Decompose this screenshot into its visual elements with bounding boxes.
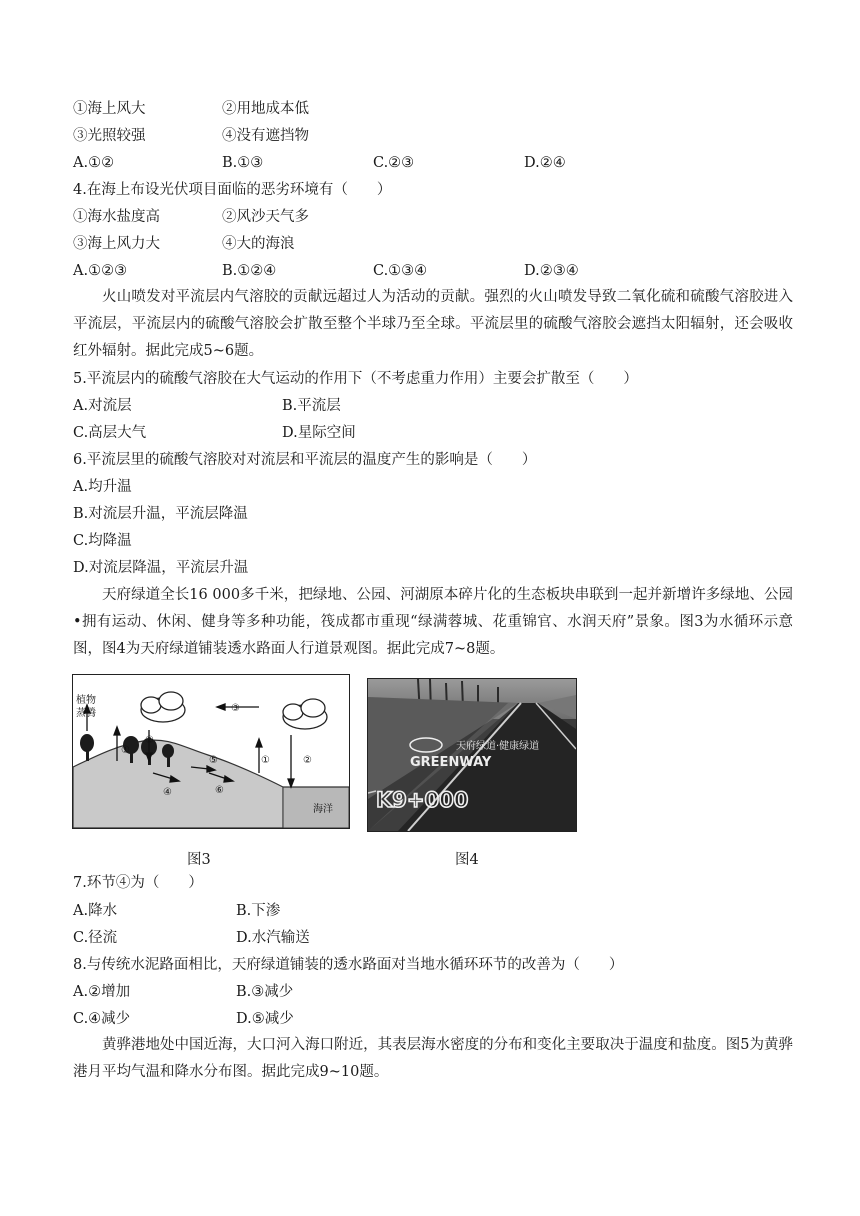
- q4-option-2: ②风沙天气多: [222, 209, 309, 225]
- label-n3: ③: [231, 703, 240, 714]
- figure-4-caption: 图4: [455, 852, 479, 868]
- q5-choice-b: B.平流层: [282, 398, 341, 414]
- q3-choice-c: C.②③: [373, 155, 415, 171]
- label-n1-land: ①: [121, 745, 130, 756]
- passage-volcano: 火山喷发对平流层内气溶胶的贡献远超过人为活动的贡献。强烈的火山喷发导致二氧化硫和硫酸气溶胶进入平流层，平流层内的硫酸气溶胶会扩散至整个半球乃至全球。平流层里的硫酸气溶胶会遮挡太阳辐射，还会吸收红外辐射。据此完成5~6题。: [73, 289, 793, 359]
- label-n6: ⑥: [215, 785, 224, 796]
- q4-option-1: ①海水盐度高: [73, 209, 160, 225]
- q6-stem: 6.平流层里的硫酸气溶胶对对流层和平流层的温度产生的影响是（ ）: [73, 452, 537, 468]
- q7-choice-a: A.降水: [73, 903, 118, 919]
- q4-choice-d: D.②③④: [524, 263, 579, 279]
- q7-choice-b: B.下渗: [236, 903, 281, 919]
- label-n1-sea: ①: [261, 755, 270, 766]
- cloud-left: [141, 692, 185, 722]
- q3-option-4: ④没有遮挡物: [222, 128, 309, 144]
- q3-choice-b: B.①③: [222, 155, 264, 171]
- q7-choice-c: C.径流: [73, 930, 118, 946]
- q8-choice-a: A.②增加: [73, 984, 131, 1000]
- q4-choice-a: A.①②③: [73, 263, 128, 279]
- q3-choice-d: D.②④: [524, 155, 566, 171]
- plant-label-2: 蒸腾: [76, 708, 96, 719]
- greenway-photo: [368, 679, 576, 831]
- figure-4-greenway-photo: [367, 678, 577, 832]
- greenway-text: GREENWAY: [410, 755, 492, 770]
- sea-label: 海洋: [313, 804, 333, 815]
- q8-choice-d: D.⑤减少: [236, 1011, 294, 1027]
- label-n4: ④: [163, 787, 172, 798]
- q7-choice-d: D.水汽输送: [236, 930, 310, 946]
- water-cycle-diagram: [73, 675, 349, 828]
- q5-choice-c: C.高层大气: [73, 425, 147, 441]
- label-n5: ⑤: [209, 755, 218, 766]
- figure-3-caption: 图3: [187, 852, 211, 868]
- q3-option-3: ③光照较强: [73, 128, 146, 144]
- q8-stem: 8.与传统水泥路面相比，天府绿道铺装的透水路面对当地水循环环节的改善为（ ）: [73, 957, 624, 973]
- q7-stem: 7.环节④为（ ）: [73, 875, 203, 891]
- q4-option-4: ④大的海浪: [222, 236, 295, 252]
- q6-choice-c: C.均降温: [73, 533, 132, 549]
- q6-choice-d: D.对流层降温，平流层升温: [73, 560, 249, 576]
- q3-option-1: ①海上风大: [73, 101, 146, 117]
- q4-option-3: ③海上风力大: [73, 236, 160, 252]
- cloud-right: [283, 699, 327, 729]
- q5-choice-a: A.对流层: [73, 398, 132, 414]
- q5-choice-d: D.星际空间: [282, 425, 356, 441]
- km-marker-text: K9+000: [376, 788, 469, 812]
- q4-choice-c: C.①③④: [373, 263, 428, 279]
- q8-choice-b: B.③减少: [236, 984, 294, 1000]
- passage-huanghua-port: 黄骅港地处中国近海，大口河入海口附近，其表层海水密度的分布和变化主要取决于温度和盐度。图5为黄骅港月平均气温和降水分布图。据此完成9~10题。: [73, 1037, 793, 1080]
- q3-option-2: ②用地成本低: [222, 101, 309, 117]
- passage-greenway: 天府绿道全长16 000多千米，把绿地、公园、河湖原本碎片化的生态板块串联到一起并新增许多绿地、公园•拥有运动、休闲、健身等多种功能，筏成都市重现“绿满蓉城、花重锦官、水润天府”景象。图3为水循环示意图，图4为天府绿道铺装透水路面人行道景观图。据此完成7~8题。: [73, 587, 793, 657]
- label-n2-sea: ②: [303, 755, 312, 766]
- q4-stem: 4.在海上布设光伏项目面临的恶劣环境有（ ）: [73, 182, 392, 198]
- label-n2-land: ②: [145, 735, 154, 746]
- q8-choice-c: C.④减少: [73, 1011, 131, 1027]
- q4-choice-b: B.①②④: [222, 263, 277, 279]
- land-shape: [73, 740, 283, 828]
- q5-stem: 5.平流层内的硫酸气溶胶在大气运动的作用下（不考虑重力作用）主要会扩散至（ ）: [73, 371, 638, 387]
- q6-choice-a: A.均升温: [73, 479, 132, 495]
- plant-label-1: 植物: [76, 695, 96, 706]
- q3-choice-a: A.①②: [73, 155, 115, 171]
- q6-choice-b: B.对流层升温，平流层降温: [73, 506, 248, 522]
- figure-3-water-cycle: [72, 674, 350, 829]
- sign-cn-text: 天府绿道·健康绿道: [456, 741, 540, 752]
